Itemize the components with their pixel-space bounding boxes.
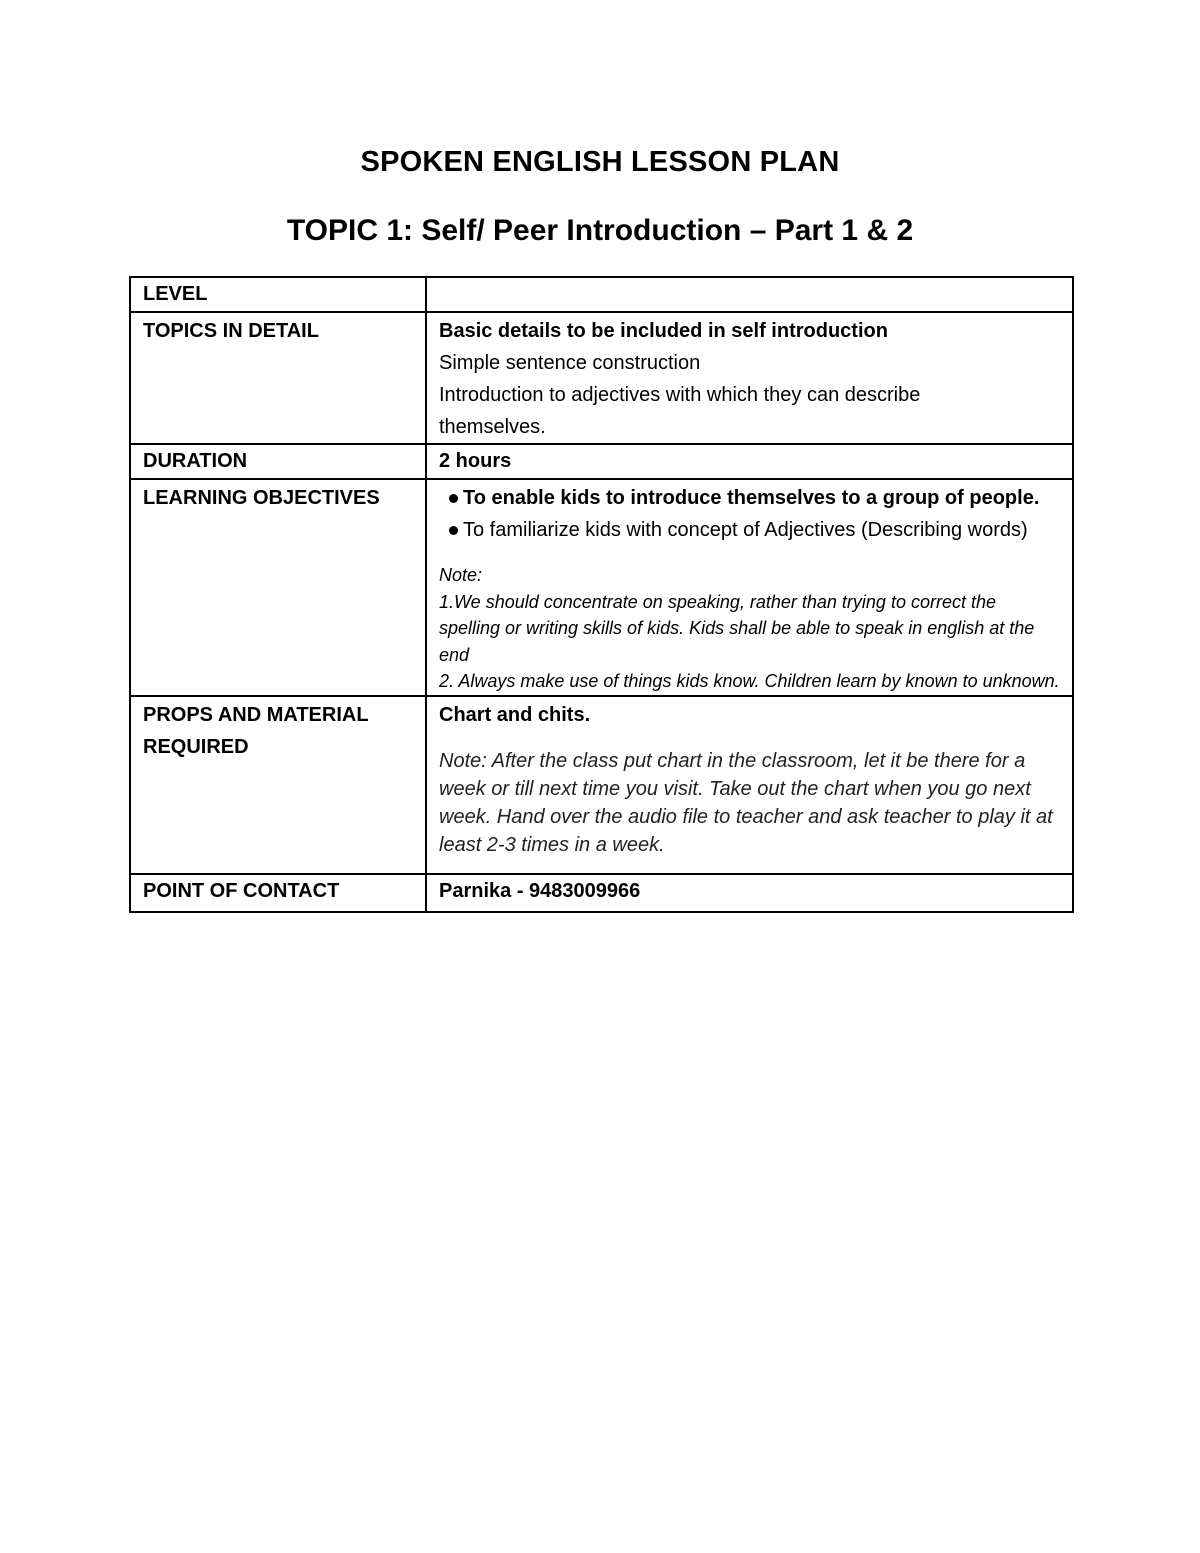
lesson-plan-table [129,276,1074,913]
topics-line: Introduction to adjectives with which they can describe [439,384,921,406]
topics-value [426,312,1073,444]
table-row-topics [130,312,1073,444]
props-value [426,696,1073,874]
table-row-duration [130,444,1073,479]
table-row-objectives [130,479,1073,696]
duration-value: 2 hours [426,444,1073,479]
duration-label: DURATION [130,444,426,479]
level-label: LEVEL [130,277,426,312]
topics-line: Simple sentence construction [439,352,701,374]
note-line: 1.We should concentrate on speaking, rather than trying to correct the spelling or writing skills of kids. Kids shall be able to speak in english at the end [439,591,1035,665]
objectives-note [439,562,1062,695]
list-item [449,482,1062,514]
document-title: SPOKEN ENGLISH LESSON PLAN [360,146,840,178]
props-label: PROPS AND MATERIAL REQUIRED [130,696,426,874]
objectives-value [426,479,1073,696]
props-text: Chart and chits. [439,703,591,726]
topic-heading: TOPIC 1: Self/ Peer Introduction – Part 1 & 2 [286,214,914,247]
list-item [449,514,1062,546]
topics-line: themselves. [439,416,546,438]
contact-value: Parnika - 9483009966 [426,874,1073,912]
table-row-level [130,277,1073,312]
objective-text: To enable kids to introduce themselves to a group of people. [463,487,1040,509]
objectives-list [439,482,1062,546]
note-line: 2. Always make use of things kids know. Children learn by known to unknown. [439,671,1060,691]
contact-label: POINT OF CONTACT [130,874,426,912]
table-row-contact [130,874,1073,912]
level-value [426,277,1073,312]
objectives-label: LEARNING OBJECTIVES [130,479,426,696]
props-note: Note: After the class put chart in the classroom, let it be there for a week or till next time you visit. Take out the chart when you go next week. Hand over the audio file to teacher and ask teacher to play it at least 2-3 times in a week. [439,749,1053,856]
bullet-icon [449,494,458,503]
note-line: Note: [439,565,483,585]
topics-label: TOPICS IN DETAIL [130,312,426,444]
table-row-props [130,696,1073,874]
topics-line: Basic details to be included in self introduction [439,320,888,342]
objective-text: To familiarize kids with concept of Adjectives (Describing words) [463,519,1028,541]
bullet-icon [449,526,458,535]
